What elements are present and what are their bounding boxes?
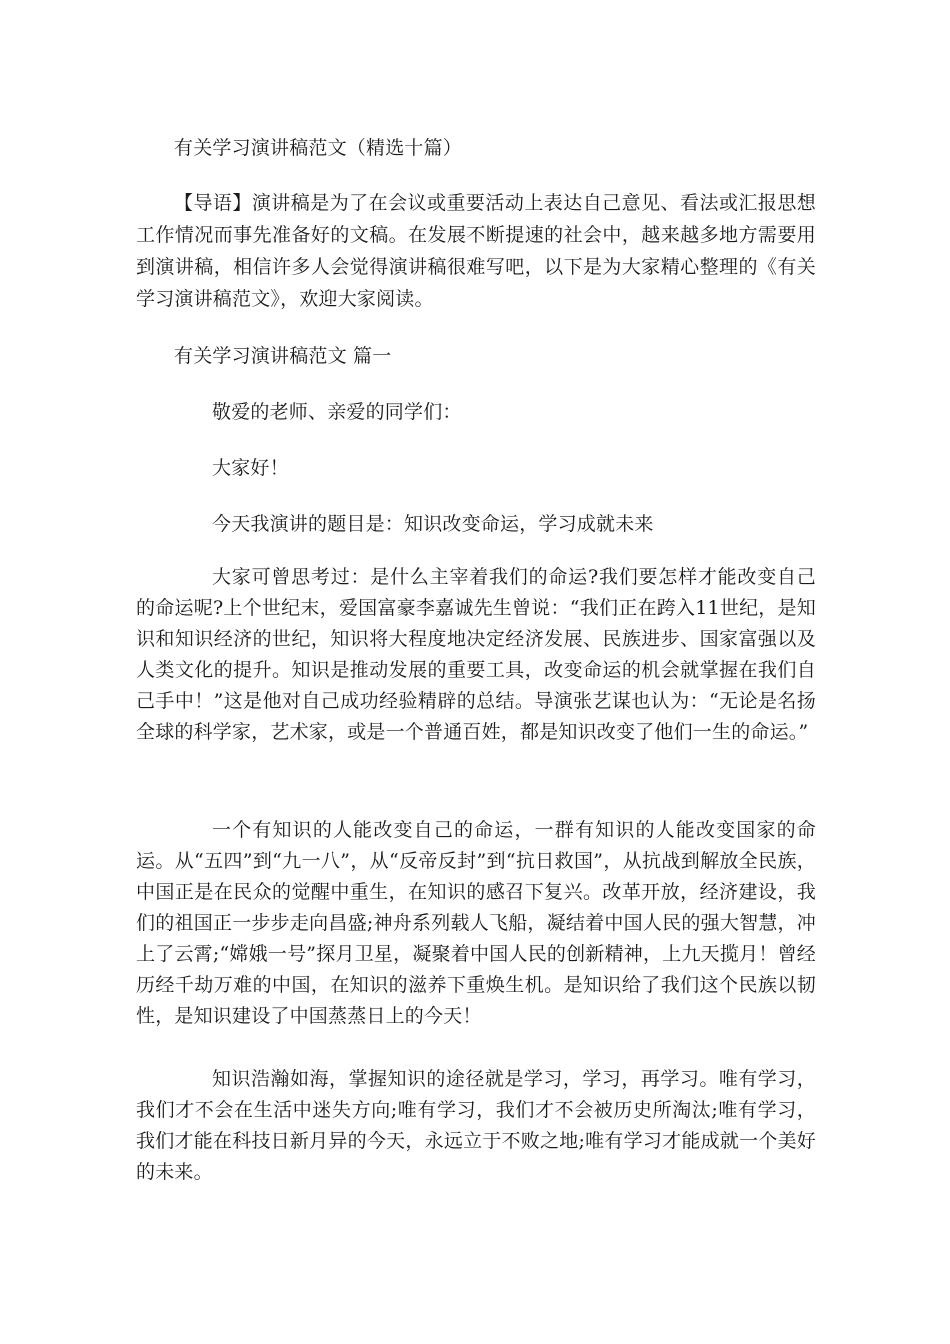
document-title: 有关学习演讲稿范文（精选十篇）	[174, 137, 463, 159]
salutation: 敬爱的老师、亲爱的同学们：	[212, 401, 462, 423]
speech-topic: 今天我演讲的题目是：知识改变命运，学习成就未来	[212, 513, 654, 535]
section-heading: 有关学习演讲稿范文 篇一	[174, 345, 392, 367]
body-paragraph: 知识浩瀚如海，掌握知识的途径就是学习，学习，再学习。唯有学习，我们才不会在生活中迷失方向;唯有学习，我们才不会被历史所淘汰;唯有学习，我们才能在科技日新月异的今天，永远立于不败之地;唯有学习才能成就一个美好的未来。	[136, 1068, 816, 1183]
body-paragraph: 一个有知识的人能改变自己的命运，一群有知识的人能改变国家的命运。从“五四”到“九一八”，从“反帝反封”到“抗日救国”，从抗战到解放全民族，中国正是在民众的觉醒中重生，在知识的感召下复兴。改革开放，经济建设，我们的祖国正一步步走向昌盛;神舟系列载人飞船，凝结着中国人民的强大智慧，冲上了云霄;“嫦娥一号”探月卫星，凝聚着中国人民的创新精神，上九天揽月！曾经历经千劫万难的中国，在知识的滋养下重焕生机。是知识给了我们这个民族以韧性，是知识建设了中国蒸蒸日上的今天！	[136, 819, 816, 1027]
greeting: 大家好！	[212, 457, 289, 479]
intro-paragraph: 【导语】演讲稿是为了在会议或重要活动上表达自己意见、看法或汇报思想工作情况而事先准备好的文稿。在发展不断提速的社会中，越来越多地方需要用到演讲稿，相信许多人会觉得演讲稿很难写吧，以下是为大家精心整理的《有关学习演讲稿范文》，欢迎大家阅读。	[136, 192, 816, 310]
body-paragraph: 大家可曾思考过：是什么主宰着我们的命运?我们要怎样才能改变自己的命运呢?上个世纪末，爱国富豪李嘉诚先生曾说：“我们正在跨入11世纪，是知识和知识经济的世纪，知识将大程度地决定经济发展、民族进步、国家富强以及人类文化的提升。知识是推动发展的重要工具，改变命运的机会就掌握在我们自己手中！”这是他对自己成功经验精辟的总结。导演张艺谋也认为：“无论是名扬全球的科学家，艺术家，或是一个普通百姓，都是知识改变了他们一生的命运。”	[136, 566, 816, 743]
